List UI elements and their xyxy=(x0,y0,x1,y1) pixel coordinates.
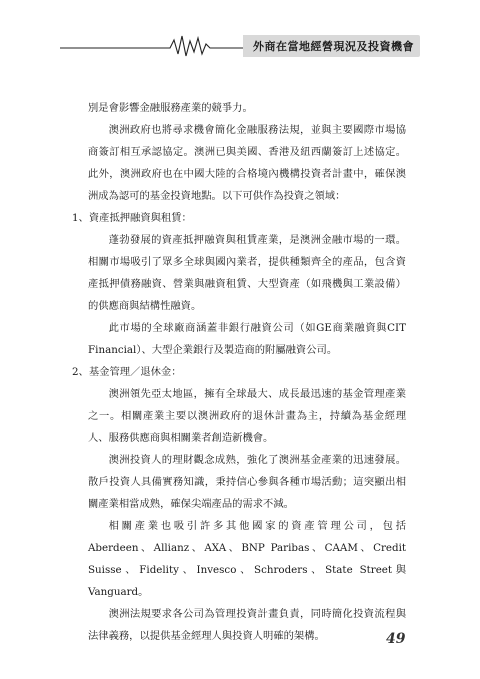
paragraph: 澳洲投資人的理財觀念成熟，強化了澳洲基金產業的迅速發展。散戶投資人具備實務知識，秉持信心參與各種市場活動；這突顯出相關產業相當成熟，確保尖端產品的需求不減。 xyxy=(88,454,406,510)
section-heading: 1、資產抵押融資與租賃： xyxy=(72,212,192,224)
paragraph: 此市場的全球廠商涵蓋非銀行融資公司（如GE商業融資與CIT Financial）、大型企業銀行及製造商的附屬融資公司。 xyxy=(88,322,406,356)
paragraph: 澳洲法規要求各公司為管理投資計畫負責，同時簡化投資流程與法律義務，以提供基金經理人與投資人明確的架構。 xyxy=(88,608,406,642)
running-header xyxy=(60,32,420,58)
paragraph: 澳洲政府也將尋求機會簡化金融服務法規，並與主要國際市場協商簽訂相互承認協定。澳洲已與美國、香港及紐西蘭簽訂上述協定。此外，澳洲政府也在中國大陸的合格境內機構投資者計畫中，確保澳洲成為認可的基金投資地點。以下可供作為投資之領域： xyxy=(88,124,406,202)
paragraph: 別是會影響金融服務產業的競爭力。 xyxy=(88,102,253,114)
paragraph: 澳洲領先亞太地區，擁有全球最大、成長最迅速的基金管理產業之一。相關產業主要以澳洲政府的退休計畫為主，持續為基金經理人、服務供應商與相關業者創造新機會。 xyxy=(88,388,406,444)
page-number: 49 xyxy=(386,631,406,647)
page-body xyxy=(72,97,406,647)
paragraph: 蓬勃發展的資產抵押融資與租賃產業，是澳洲金融市場的一環。相關市場吸引了眾多全球與國內業者，提供種類齊全的產品，包含資產抵押債務融資、營業與融資租賃、大型資產（如飛機與工業設備）的供應商與結構性融資。 xyxy=(88,234,406,312)
header-title: 外商在當地經營現況及投資機會 xyxy=(243,35,420,57)
section-heading: 2、基金管理／退休金： xyxy=(72,366,182,378)
paragraph: 相關產業也吸引許多其他國家的資產管理公司，包括Aberdeen、Allianz、AXA、BNP Paribas、CAAM、Credit Suisse、Fidelity、Invesco、Schroders、State Street與Vanguard。 xyxy=(88,520,406,598)
